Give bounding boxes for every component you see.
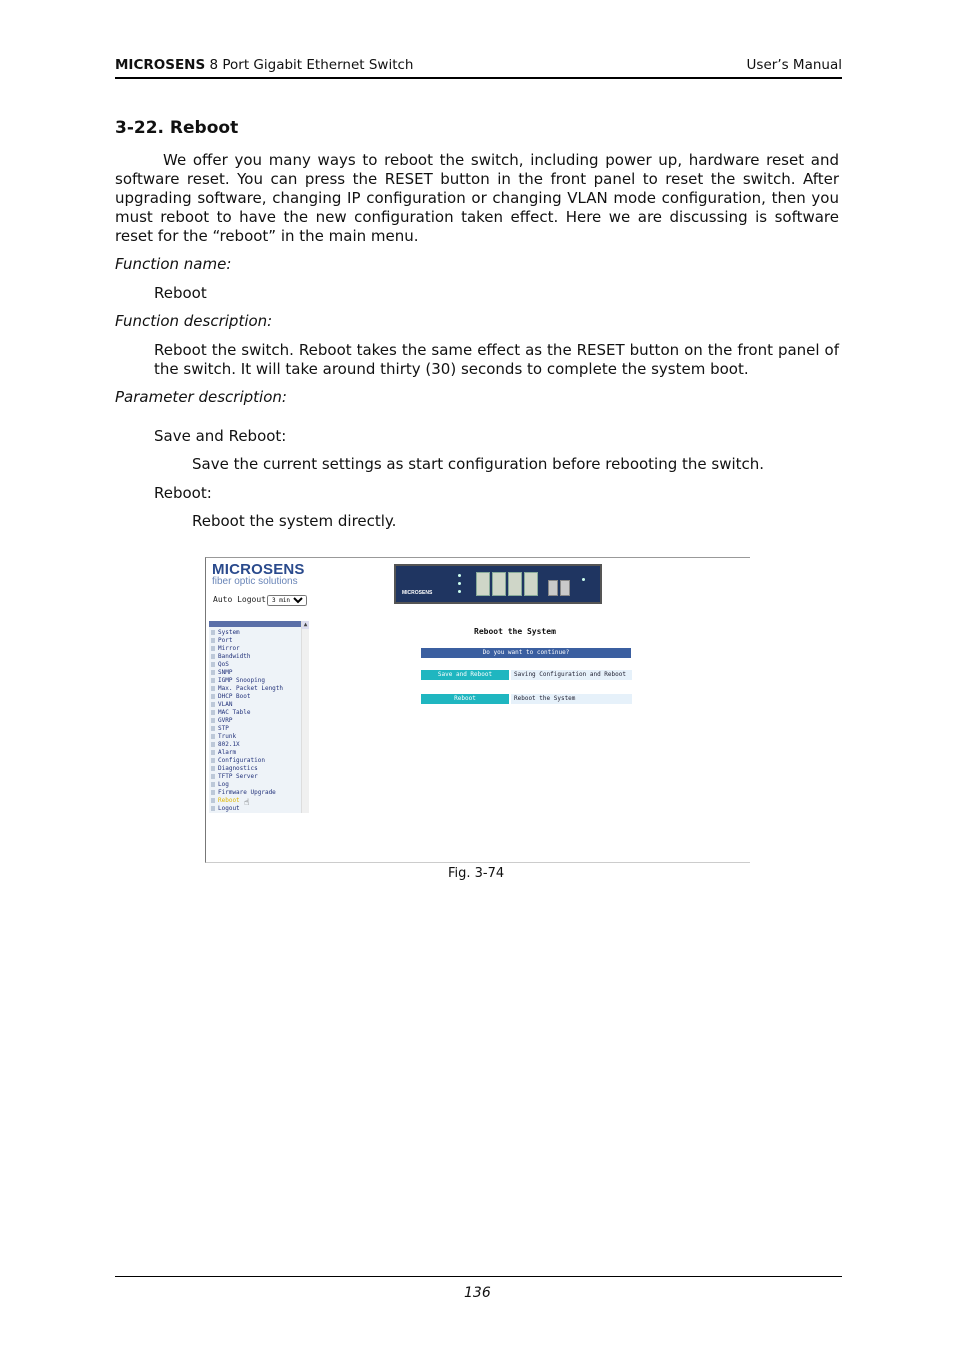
menu-item[interactable]: Trunk xyxy=(211,733,283,741)
reboot-description: Reboot the System xyxy=(511,694,632,704)
brand-logo xyxy=(212,561,305,587)
menu-item[interactable]: Firmware Upgrade xyxy=(211,789,283,797)
save-and-reboot-button[interactable]: Save and Reboot xyxy=(421,670,509,680)
menu-item[interactable]: Reboot xyxy=(211,797,283,805)
parameter-name: Reboot: xyxy=(154,484,212,502)
port-icon[interactable] xyxy=(476,572,490,596)
menu-item[interactable]: Diagnostics xyxy=(211,765,283,773)
menu-item[interactable]: MAC Table xyxy=(211,709,283,717)
parameter-description-label: Parameter description: xyxy=(115,388,287,406)
auto-logout xyxy=(213,595,307,606)
menu-item[interactable]: QoS xyxy=(211,661,283,669)
menu-scrollbar[interactable] xyxy=(301,621,309,813)
brand-tagline: fiber optic solutions xyxy=(212,576,298,587)
menu-item[interactable]: 802.1X xyxy=(211,741,283,749)
panel-title: Reboot the System xyxy=(474,627,556,636)
function-name: Reboot xyxy=(154,284,207,302)
port-icon[interactable] xyxy=(508,572,522,596)
status-led-icon xyxy=(458,574,461,577)
scroll-up-icon[interactable]: ▲ xyxy=(303,621,308,628)
menu-item[interactable]: Bandwidth xyxy=(211,653,283,661)
port-icon[interactable] xyxy=(524,572,538,596)
page-header xyxy=(115,57,842,79)
menu-item[interactable]: Log xyxy=(211,781,283,789)
menu-item[interactable]: Configuration xyxy=(211,757,283,765)
header-product: 8 Port Gigabit Ethernet Switch xyxy=(209,57,414,73)
menu-item[interactable]: Logout xyxy=(211,805,283,813)
menu-item[interactable]: System xyxy=(211,629,283,637)
port-icon[interactable] xyxy=(492,572,506,596)
main-menu xyxy=(209,621,301,813)
header-brand: MICROSENS xyxy=(115,57,206,73)
menu-item[interactable]: GVRP xyxy=(211,717,283,725)
auto-logout-label: Auto Logout xyxy=(213,595,266,604)
header-left xyxy=(115,57,413,73)
brand-name: MICROSENS xyxy=(212,561,305,578)
hand-cursor-icon: ☝ xyxy=(244,798,250,808)
footer-rule xyxy=(115,1276,842,1277)
device-label: MICROSENS xyxy=(402,590,433,596)
save-and-reboot-description: Saving Configuration and Reboot xyxy=(511,670,632,680)
reboot-screenshot xyxy=(205,557,750,863)
function-description-label: Function description: xyxy=(115,312,273,330)
parameter-description: Save the current settings as start configuration before rebooting the switch. xyxy=(192,455,765,473)
menu-item[interactable]: DHCP Boot xyxy=(211,693,283,701)
function-description: Reboot the switch. Reboot takes the same effect as the RESET button on the front panel of the switch. It will take around thirty (30) seconds to complete the system boot. xyxy=(154,341,839,378)
menu-item[interactable]: STP xyxy=(211,725,283,733)
device-front-panel xyxy=(394,564,602,604)
menu-item[interactable]: Port xyxy=(211,637,283,645)
menu-list xyxy=(211,629,283,813)
function-name-label: Function name: xyxy=(115,255,232,273)
confirm-prompt: Do you want to continue? xyxy=(421,648,631,658)
section-title: 3-22. Reboot xyxy=(115,118,239,138)
sfp-port-icon[interactable] xyxy=(560,580,570,596)
parameter-description: Reboot the system directly. xyxy=(192,512,397,530)
menu-item[interactable]: SNMP xyxy=(211,669,283,677)
status-led-icon xyxy=(458,590,461,593)
intro-paragraph: We offer you many ways to reboot the switch, including power up, hardware reset and software reset. You can press the RESET button in the front panel to reset the switch. After upgrading software, changing IP configuration or changing VLAN mode configuration, then you must reboot to have the new configuration taken effect. Here we are discussing is software reset for the “reboot” in the main menu. xyxy=(115,151,839,245)
sfp-port-icon[interactable] xyxy=(548,580,558,596)
menu-header-bar xyxy=(209,621,301,627)
menu-item[interactable]: IGMP Snooping xyxy=(211,677,283,685)
menu-item[interactable]: Alarm xyxy=(211,749,283,757)
parameter-name: Save and Reboot: xyxy=(154,427,287,445)
status-led-icon xyxy=(458,582,461,585)
menu-item[interactable]: Mirror xyxy=(211,645,283,653)
reboot-button[interactable]: Reboot xyxy=(421,694,509,704)
menu-item[interactable]: Max. Packet Length xyxy=(211,685,283,693)
menu-item[interactable]: TFTP Server xyxy=(211,773,283,781)
figure-caption: Fig. 3-74 xyxy=(448,866,505,881)
page-number: 136 xyxy=(464,1285,491,1301)
status-led-icon xyxy=(582,578,585,581)
header-manual: User’s Manual xyxy=(746,57,842,73)
auto-logout-select[interactable] xyxy=(267,595,307,606)
menu-item[interactable]: VLAN xyxy=(211,701,283,709)
